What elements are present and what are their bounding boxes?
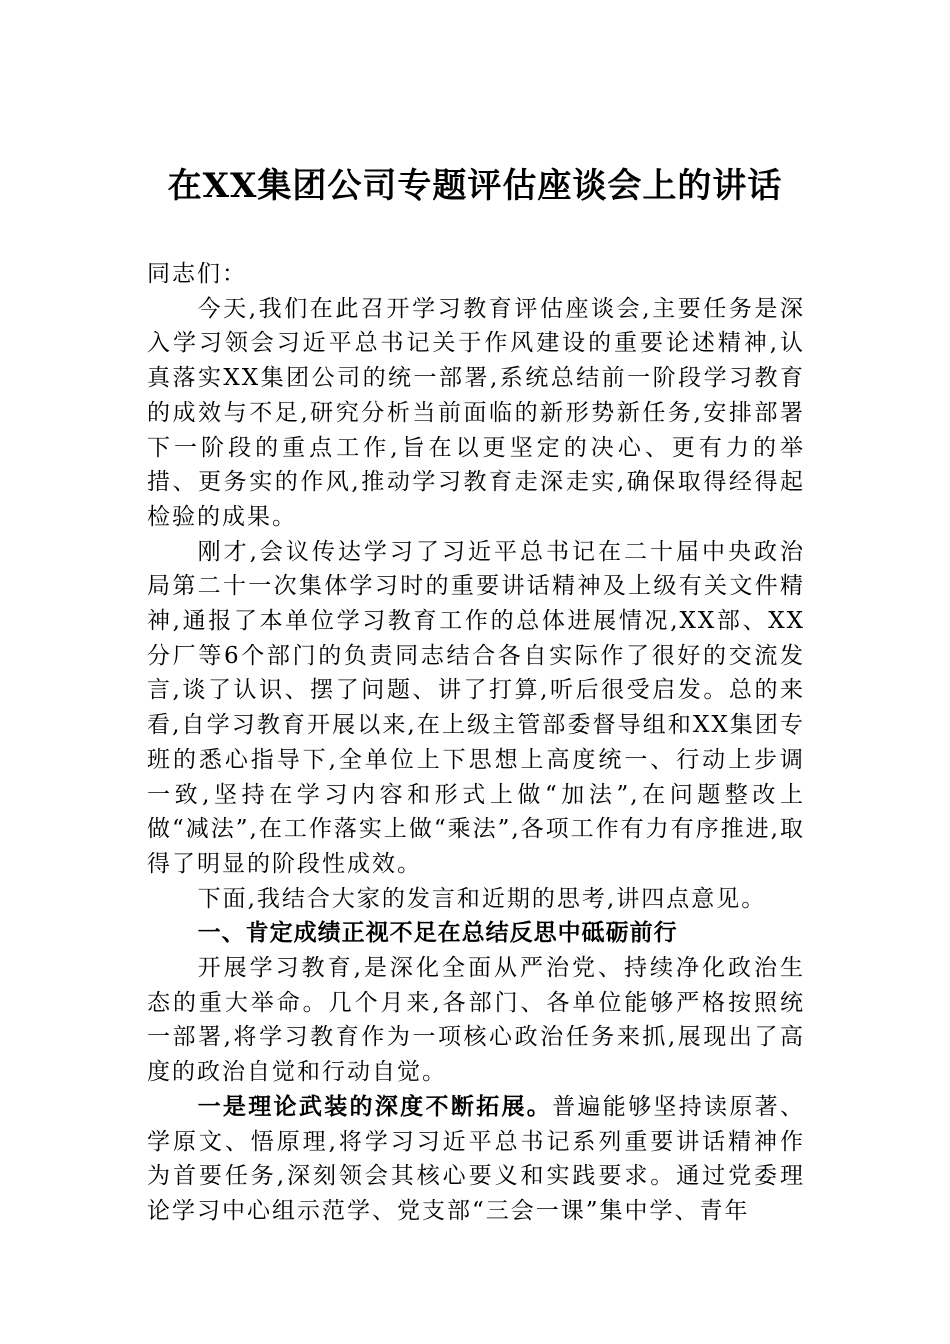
document-title: 在XX集团公司专题评估座谈会上的讲话 xyxy=(167,166,783,206)
point-paragraph xyxy=(147,1090,805,1229)
point-lead: 一是理论武装的深度不断拓展。 xyxy=(197,1092,553,1120)
section-paragraph: 开展学习教育,是深化全面从严治党、持续净化政治生态的重大举命。几个月来,各部门、各单位能够严格按照统一部署,将学习教育作为一项核心政治任务来抓,展现出了高度的政治自觉和行动自觉。 xyxy=(147,955,805,1086)
paragraph-transition: 下面,我结合大家的发言和近期的思考,讲四点意见。 xyxy=(197,885,767,912)
salutation: 同志们： xyxy=(147,261,247,287)
paragraph-intro: 今天,我们在此召开学习教育评估座谈会,主要任务是深入学习领会习近平总书记关于作风建设的重要论述精神,认真落实XX集团公司的统一部署,系统总结前一阶段学习教育的成效与不足,研究分析当前面临的新形势新任务,安排部署下一阶段的重点工作,旨在以更坚定的决心、更有力的举措、更务实的作风,推动学习教育走深走实,确保取得经得起检验的成果。 xyxy=(147,295,805,530)
section-heading: 一、肯定成绩正视不足在总结反思中砥砺前行 xyxy=(197,920,678,947)
document-body xyxy=(147,257,805,1229)
paragraph-summary: 刚才,会议传达学习了习近平总书记在二十届中央政治局第二十一次集体学习时的重要讲话精神及上级有关文件精神,通报了本单位学习教育工作的总体进展情况,XX部、XX分厂等6个部门的负责同志结合各自实际作了很好的交流发言,谈了认识、摆了问题、讲了打算,听后很受启发。总的来看,自学习教育开展以来,在上级主管部委督导组和XX集团专班的悉心指导下,全单位上下思想上高度统一、行动上步调一致,坚持在学习内容和形式上做“加法”,在问题整改上做“减法”,在工作落实上做“乘法”,各项工作有力有序推进,取得了明显的阶段性成效。 xyxy=(147,538,805,877)
point-text: 普遍能够坚持读原著、学原文、悟原理,将学习习近平总书记系列重要讲话精神作为首要任务,深刻领会其核心要义和实践要求。通过党委理论学习中心组示范学、党支部“三会一课”集中学、青年 xyxy=(147,1093,806,1224)
